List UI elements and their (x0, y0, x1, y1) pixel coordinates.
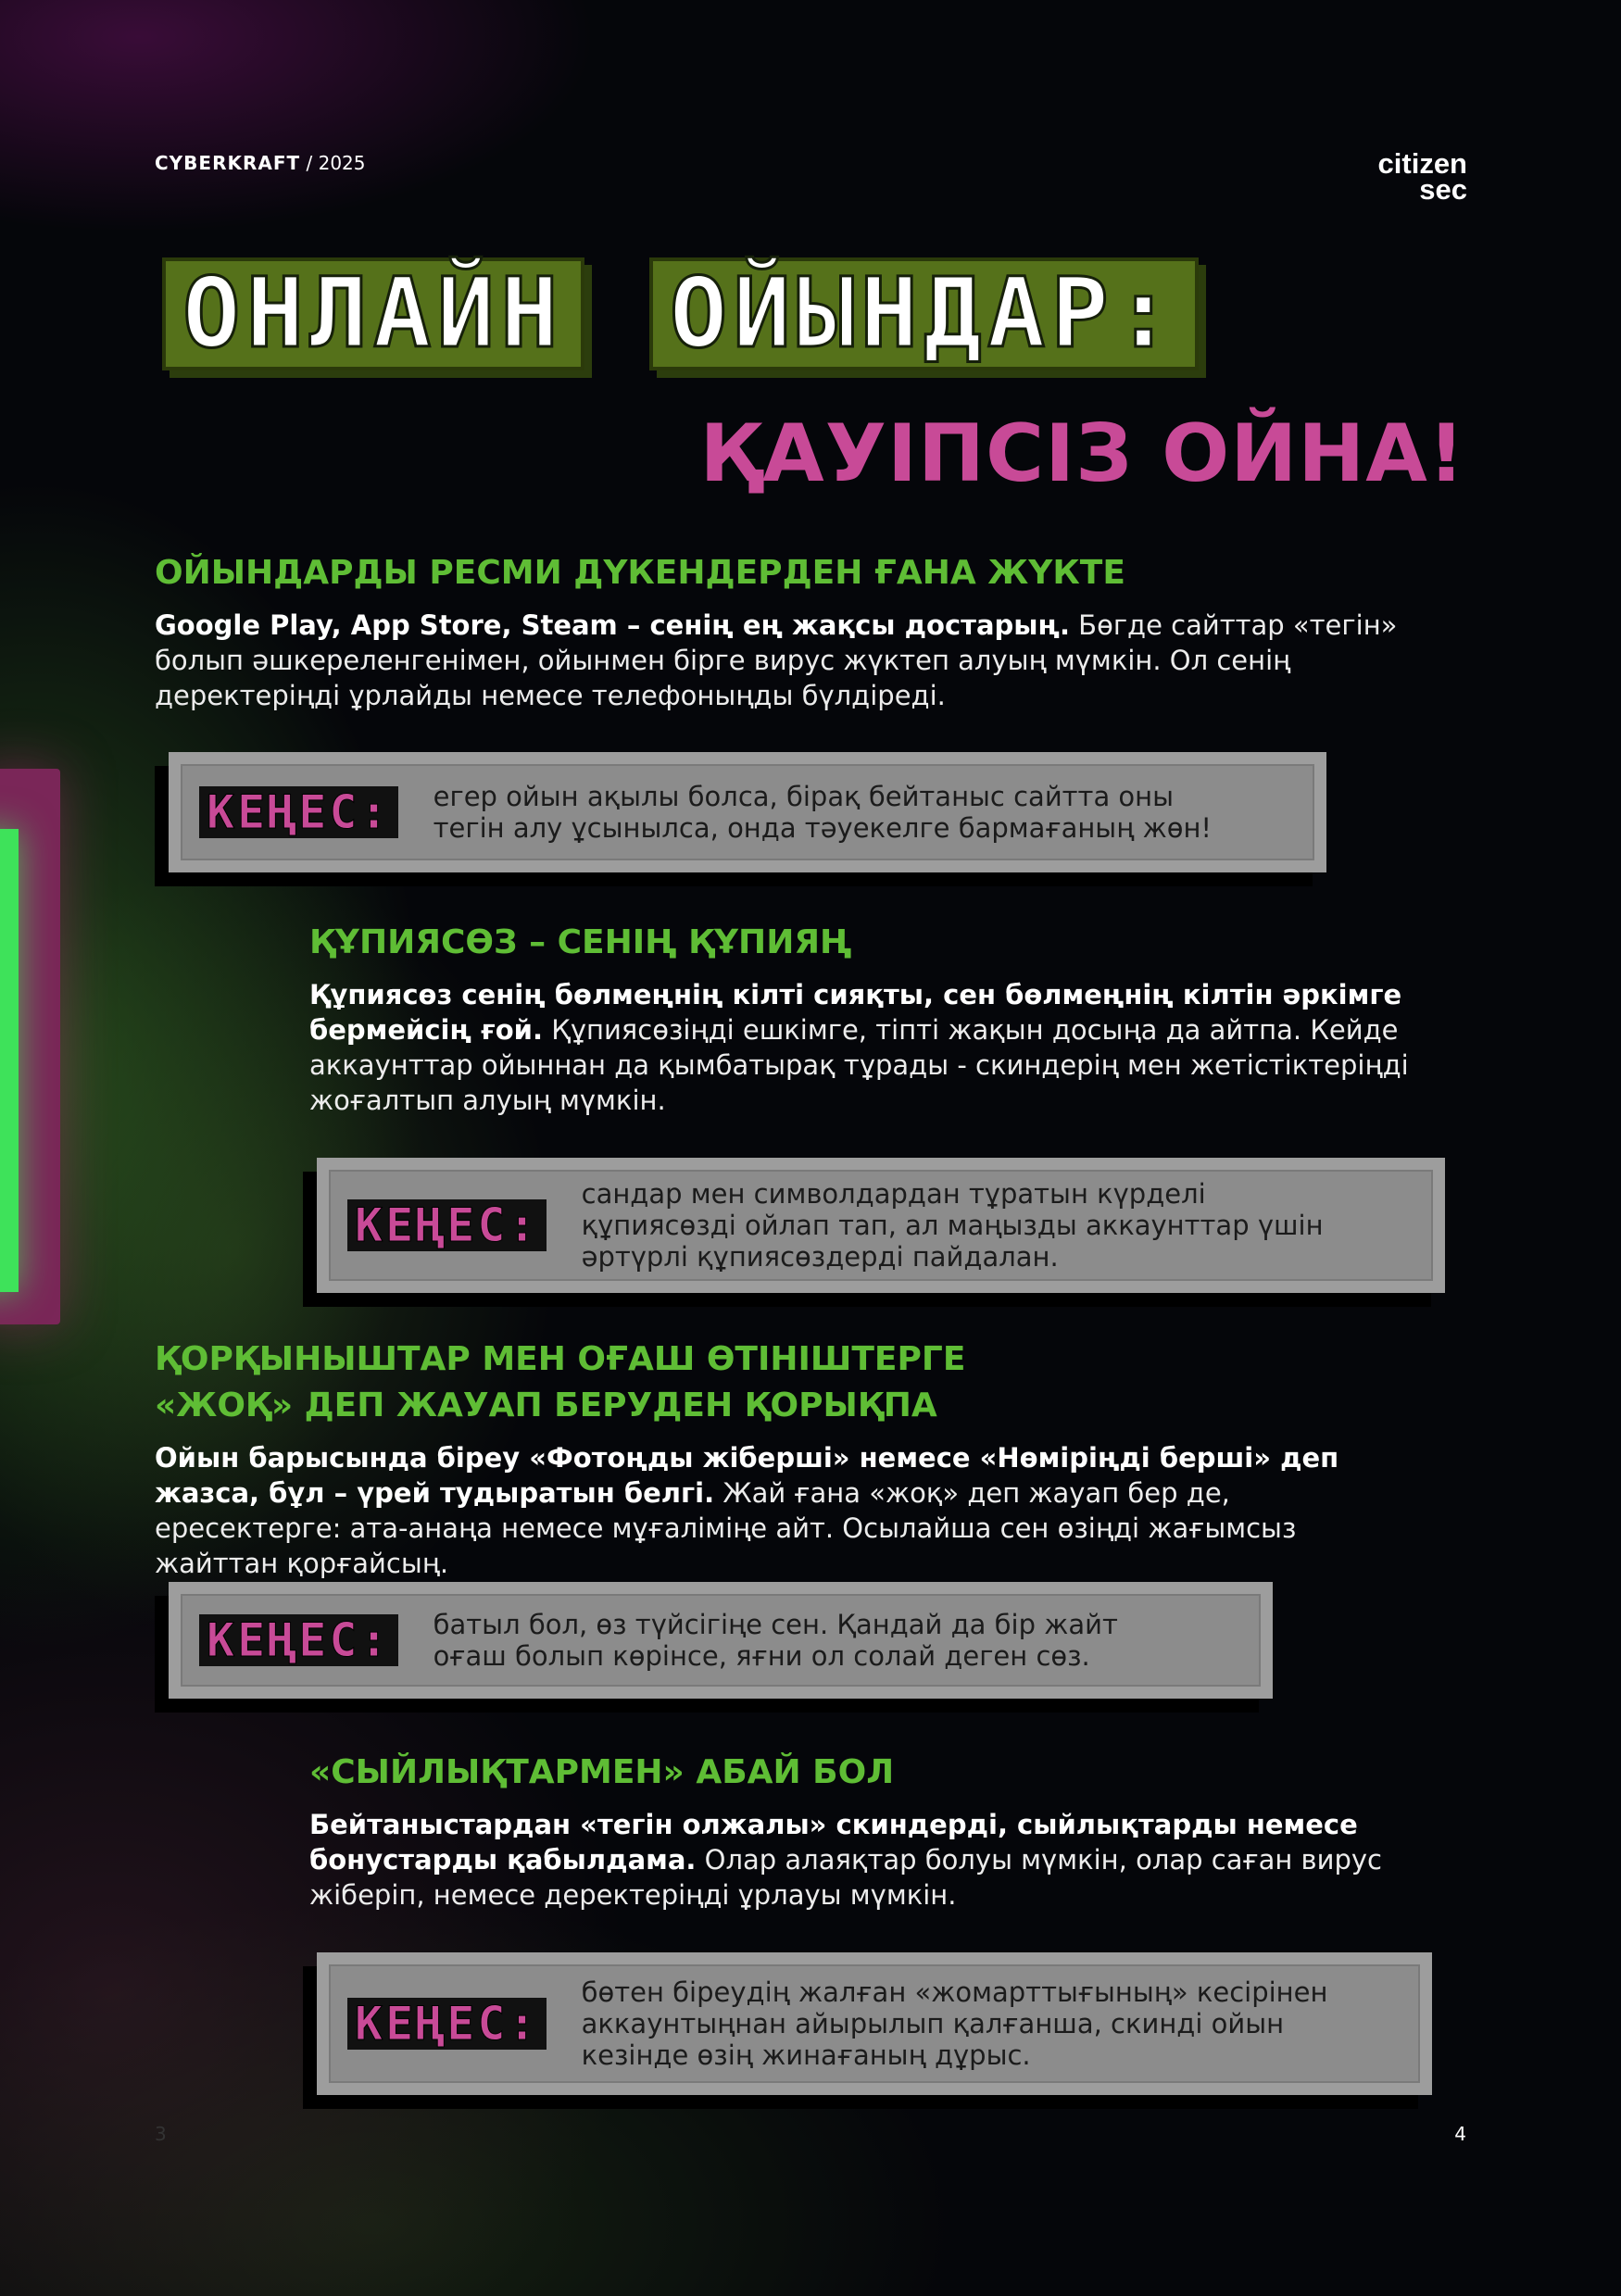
section-heading-line1: ҚОРҚЫНЫШТАР МЕН ОҒАШ ӨТІНІШТЕРГЕ (155, 1340, 966, 1378)
tip-box (169, 1582, 1273, 1699)
section-body-bold: Ойын барысында біреу «Фотоңды жіберші» немесе «Нөміріңді берші» деп жазса, бұл – үрей тудыратын белгі. (155, 1442, 1339, 1509)
section-body (155, 1440, 1414, 1581)
tip-text: батыл бол, өз түйсігіңе сен. Қандай да бір жайт оғаш болып көрінсе, яғни ол солай деген сөз. (433, 1609, 1118, 1672)
tip-box (169, 752, 1326, 872)
section-body-text: Бөгде сайттар «тегін» болып әшкереленгенімен, ойынмен бірге вирус жүктеп алуың мүмкін. Ол сенің деректеріңді ұрлайды немесе телефоныңды бүлдіреді. (155, 609, 1398, 711)
logo-line1: citizen (1377, 147, 1467, 180)
brand-year: / 2025 (300, 152, 366, 174)
section-official-stores (155, 550, 1414, 713)
section-body-text: Құпиясөзіңді ешкімге, тіпті жақын досыңа да айтпа. Кейде аккаунттар ойыннан да қымбатырақ тұрады - скиндерің мен жетістіктеріңді жоғалтып алуың мүмкін. (309, 1014, 1409, 1116)
tip-text: сандар мен символдардан тұратын күрделі құпиясөзді ойлап тап, ал маңызды аккаунттар үшін әртүрлі құпиясөздерді пайдалан. (581, 1178, 1324, 1273)
citizensec-logo (1377, 147, 1467, 206)
section-body-bold: Құпиясөз сенің бөлмеңнің кілті сияқты, сен бөлмеңнің кілтін әркімге бермейсің ғой. (309, 979, 1402, 1046)
logo-line2: sec (1419, 173, 1467, 206)
page-subtitle: ҚАУІПСІЗ ОЙНА! (699, 408, 1465, 500)
tip-label: КЕҢЕС: (347, 1998, 547, 2050)
tip-label: КЕҢЕС: (199, 786, 398, 838)
tip-box (317, 1158, 1445, 1293)
header-brand (155, 152, 366, 174)
section-body-bold: Google Play, App Store, Steam – сенің ең жақсы достарың. (155, 609, 1070, 641)
section-body (309, 977, 1449, 1118)
tip-label: КЕҢЕС: (347, 1199, 547, 1251)
section-body (155, 608, 1414, 713)
section-body (309, 1807, 1449, 1913)
section-password (309, 920, 1449, 1118)
title-word-2: ОЙЫНДАР: (649, 257, 1199, 370)
brand-name: CYBERKRAFT (155, 152, 301, 174)
section-heading: «СЫЙЛЫҚТАРМЕН» АБАЙ БОЛ (309, 1753, 895, 1791)
section-body-text: Жай ғана «жоқ» деп жауап бер де, ересектерге: ата-анаңа немесе мұғаліміңе айт. Осылайша сен өзіңді жағымсыз жайттан қорғайсың. (155, 1477, 1297, 1579)
tip-label: КЕҢЕС: (199, 1614, 398, 1666)
page-number-left: 3 (155, 2123, 167, 2145)
section-body-text: Олар алаяқтар болуы мүмкін, олар саған вирус жіберіп, немесе деректеріңді ұрлауы мүмкін. (309, 1844, 1382, 1911)
section-heading-line2: «ЖОҚ» ДЕП ЖАУАП БЕРУДЕН ҚОРЫҚПА (155, 1386, 937, 1424)
tip-text: бөтен біреудің жалған «жомарттығының» кесірінен аккаунтыңнан айырылып қалғанша, скинді ойын кезінде өзің жинағаның дұрыс. (581, 1976, 1328, 2071)
section-gifts (309, 1750, 1449, 1913)
page-title (162, 257, 1199, 370)
section-heading: ОЙЫНДАРДЫ РЕСМИ ДҮКЕНДЕРДЕН ҒАНА ЖҮКТЕ (155, 554, 1125, 592)
section-say-no (155, 1336, 1414, 1581)
page-number: 4 (1454, 2123, 1466, 2145)
title-word-1: ОНЛАЙН (162, 257, 584, 370)
section-body-bold: Бейтаныстардан «тегін олжалы» скиндерді, сыйлықтарды немесе бонустарды қабылдама. (309, 1809, 1358, 1876)
tip-box (317, 1952, 1432, 2095)
section-heading: ҚҰПИЯСӨЗ – СЕНІҢ ҚҰПИЯҢ (309, 923, 852, 961)
tip-text: егер ойын ақылы болса, бірақ бейтаныс сайтта оны тегін алу ұсынылса, онда тәуекелге бармағаның жөн! (433, 781, 1213, 844)
background-screen-glow (0, 829, 19, 1292)
